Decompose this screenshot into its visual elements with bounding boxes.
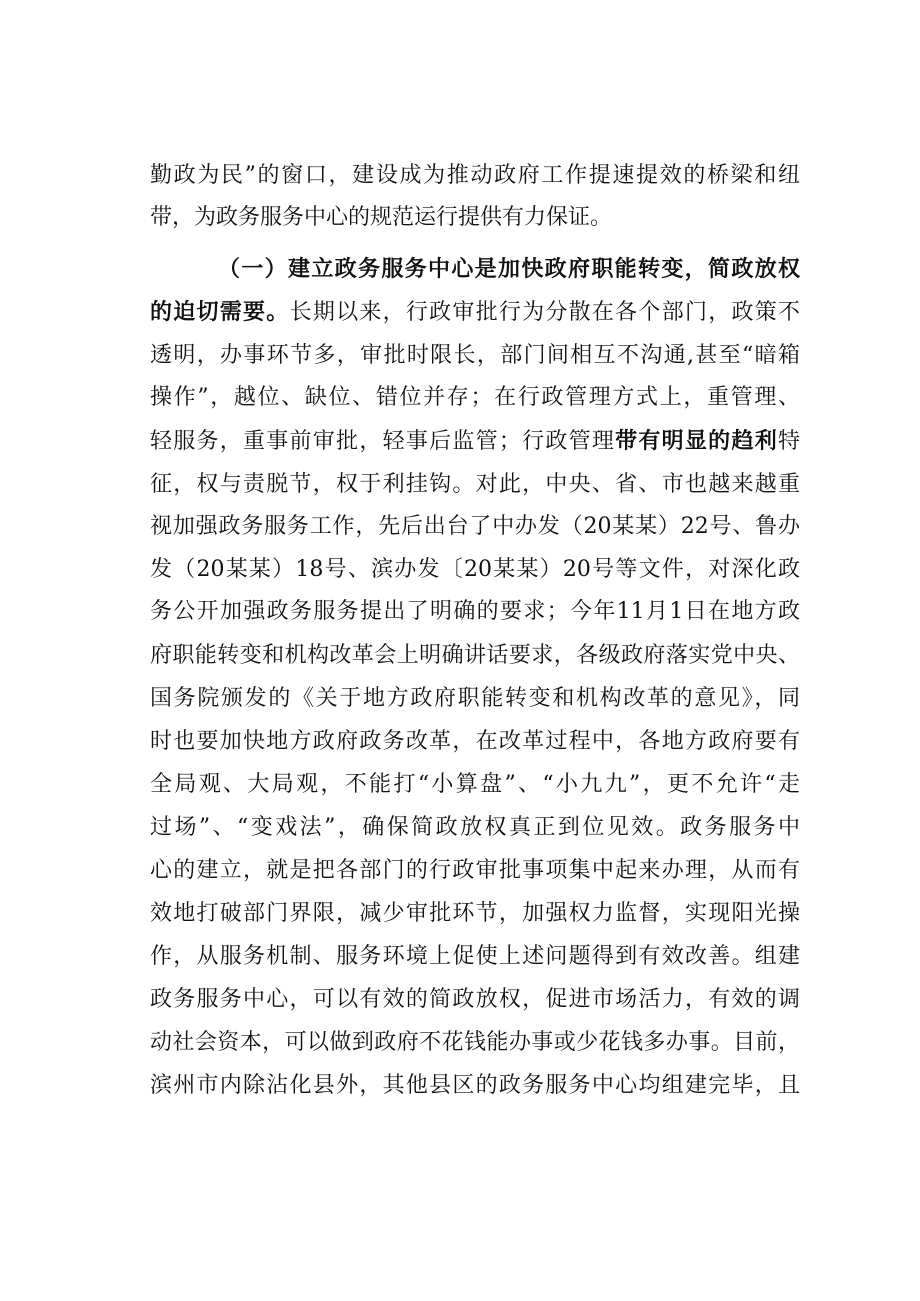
text-line: 府职能转变和机构改革会上明确讲话要求，各级政府落实党中央、 [150, 643, 800, 668]
section-heading-end: 的迫切需要。 [150, 299, 290, 325]
text-line: 心的建立，就是把各部门的行政审批事项集中起来办理，从而有 [150, 858, 800, 883]
text-line [150, 297, 800, 327]
text-line: 全局观、大局观，不能打“小算盘”、“小九九”，更不允许“走 [150, 772, 800, 797]
emphasis-text: 带有明显的趋利 [615, 428, 778, 454]
text-line [150, 426, 800, 456]
text-line: 视加强政务服务工作，先后出台了中办发（20某某）22号、鲁办 [150, 514, 800, 539]
text-line: 发（20某某）18号、滨办发〔20某某）20号等文件，对深化政 [150, 557, 800, 582]
text-line: 过场”、“变戏法”，确保简政放权真正到位见效。政务服务中 [150, 815, 800, 840]
text-line: 作，从服务机制、服务环境上促使上述问题得到有效改善。组建 [150, 944, 800, 969]
text-line: 国务院颁发的《关于地方政府职能转变和机构改革的意见》，同 [150, 686, 800, 711]
text-line: 征，权与责脱节，权于利挂钩。对此，中央、省、市也越来越重 [150, 472, 800, 497]
text-segment: 特 [777, 429, 800, 454]
text-segment: 长期以来，行政审批行为分散在各个部门，政策不 [289, 300, 800, 325]
text-segment: 轻服务，重事前审批，轻事后监管；行政管理 [150, 429, 616, 454]
text-line: 政务服务中心，可以有效的简政放权，促进市场活力，有效的调 [150, 987, 800, 1012]
text-line: 滨州市内除沾化县外，其他县区的政务服务中心均组建完毕，且 [150, 1073, 800, 1098]
text-line: 务公开加强政务服务提出了明确的要求；今年11月1日在地方政 [150, 599, 800, 624]
section-heading: （一）建立政务服务中心是加快政府职能转变，简政放权 [218, 256, 800, 282]
text-line: 操作”，越位、缺位、错位并存；在行政管理方式上，重管理、 [150, 385, 800, 410]
text-line: 时也要加快地方政府政务改革，在改革过程中，各地方政府要有 [150, 729, 800, 754]
text-line: 效地打破部门界限，减少审批环节，加强权力监督，实现阳光操 [150, 901, 800, 926]
text-line: 勤政为民”的窗口，建设成为推动政府工作提速提效的桥梁和纽 [150, 163, 800, 188]
text-line: 带，为政务服务中心的规范运行提供有力保证。 [150, 205, 613, 230]
text-line: 透明，办事环节多，审批时限长，部门间相互不沟通,甚至“暗箱 [150, 343, 800, 368]
text-line: 动社会资本，可以做到政府不花钱能办事或少花钱多办事。目前， [150, 1030, 800, 1055]
